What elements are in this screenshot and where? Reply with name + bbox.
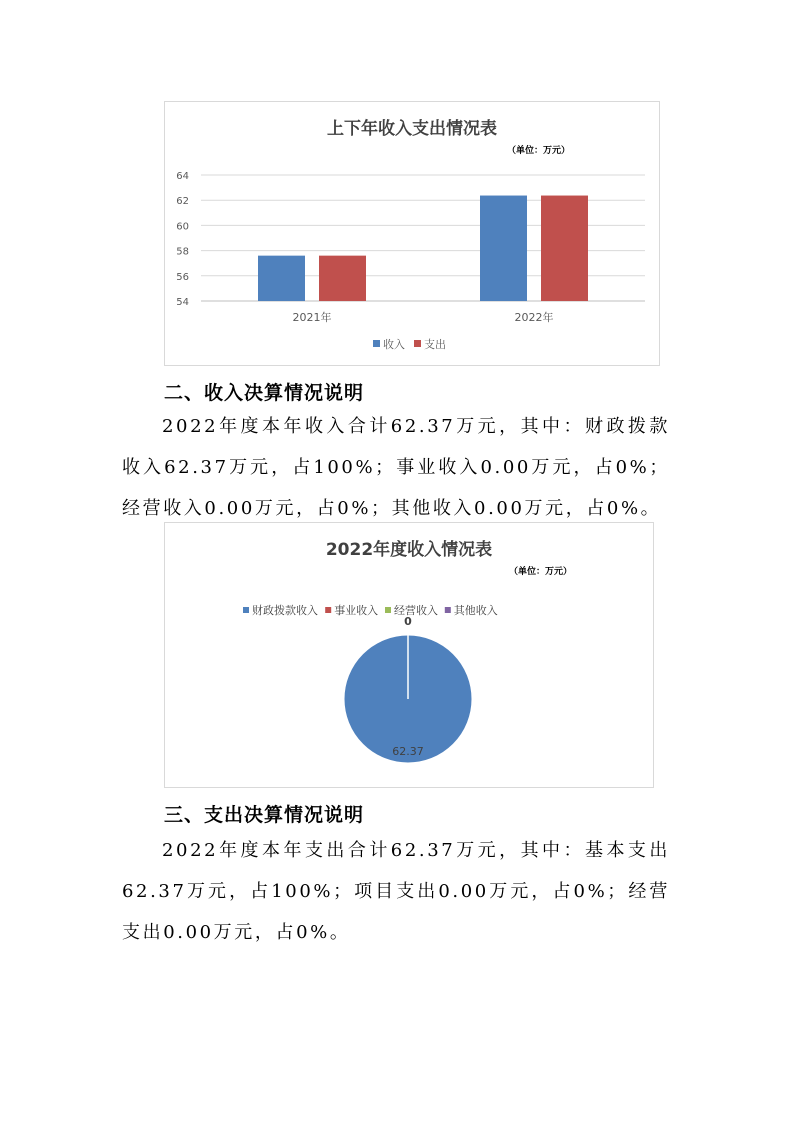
income-expense-bar-chart (164, 101, 660, 366)
legend-swatch (243, 607, 249, 613)
y-tick-label: 64 (176, 171, 189, 182)
y-tick-label: 60 (176, 221, 189, 233)
income-paragraph (122, 406, 670, 529)
bar-收入-2022年 (480, 196, 527, 301)
income-pie-chart (164, 522, 654, 788)
y-tick-label: 54 (176, 297, 189, 308)
expense-paragraph (122, 830, 670, 953)
y-tick-label: 58 (176, 246, 189, 258)
data-label-main: 62.37 (392, 745, 424, 758)
legend-label: 事业收入 (334, 604, 379, 617)
legend-label: 财政拨款收入 (252, 604, 318, 617)
x-tick-label: 2022年 (514, 311, 554, 324)
legend-label: 经营收入 (394, 604, 438, 617)
legend-label: 收入 (383, 338, 405, 351)
legend-swatch (445, 607, 451, 613)
x-tick-label: 2021年 (292, 311, 332, 324)
expense-paragraph-text: 2022年度本年支出合计62.37万元，其中：基本支出62.37万元，占100%；项目支出0.00万元，占0%；经营支出0.00万元，占0%。 (122, 840, 670, 943)
legend-label: 其他收入 (453, 604, 498, 617)
bar-支出-2022年 (541, 196, 588, 301)
chart-title: 2022年度收入情况表 (325, 540, 493, 560)
unit-note: （单位：万元） (507, 146, 571, 156)
y-tick-label: 62 (176, 196, 189, 208)
bar-收入-2021年 (258, 256, 305, 301)
y-tick-label: 56 (176, 271, 189, 283)
pie-chart-plot (165, 523, 653, 787)
data-label-zero: 0 (404, 615, 412, 628)
legend-swatch (385, 607, 391, 613)
bar-chart-plot (165, 102, 659, 365)
legend-swatch (373, 340, 380, 347)
section-heading-income: 二、收入决算情况说明 (164, 382, 365, 404)
chart-title: 上下年收入支出情况表 (327, 119, 497, 139)
legend-swatch (414, 340, 421, 347)
legend-label: 支出 (424, 338, 446, 351)
bar-支出-2021年 (319, 256, 366, 301)
unit-note: （单位：万元） (509, 567, 573, 577)
legend-swatch (325, 607, 331, 613)
income-paragraph-text: 2022年度本年收入合计62.37万元，其中：财政拨款收入62.37万元，占100%；事业收入0.00万元，占0%；经营收入0.00万元，占0%；其他收入0.00万元，占0%。 (122, 416, 670, 519)
section-heading-expense: 三、支出决算情况说明 (164, 804, 365, 826)
